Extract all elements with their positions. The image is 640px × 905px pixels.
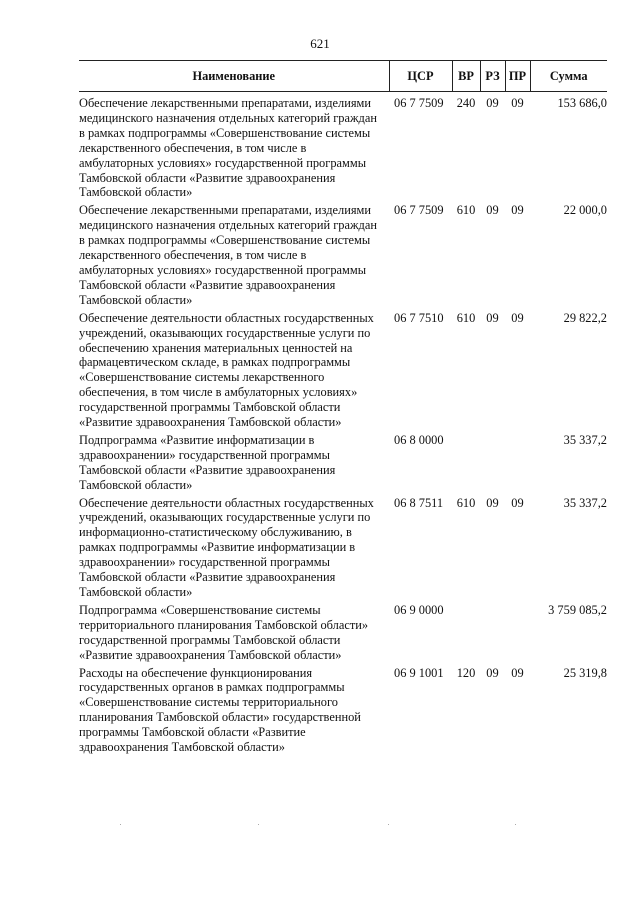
row-pr: 09: [511, 665, 524, 680]
row-csr: 06 8 0000: [394, 432, 444, 447]
header-sum: Сумма: [530, 61, 607, 92]
page-divider-mark: [515, 824, 516, 826]
row-csr: 06 7 7510: [394, 310, 444, 325]
row-vr: 240: [456, 96, 476, 110]
table-row: [79, 603, 607, 666]
row-vr: [452, 603, 480, 666]
row-pr: 09: [511, 310, 524, 325]
row-name: Подпрограмма «Совершенствование системы территориального планирования Тамбовской области» государственной программы Тамбовской области «Развитие здравоохранения Тамбовской области»: [79, 602, 369, 662]
row-csr: 06 7 7509: [394, 203, 444, 218]
row-rz: [480, 433, 505, 496]
row-rz: 09: [486, 203, 499, 218]
row-name: Обеспечение лекарственными препаратами, изделиями медицинского назначения отдельных категорий граждан в рамках подпрограммы «Совершенствование системы лекарственного обеспечения, в том числе в амбулаторных условиях» государственной программы Тамбовской области «Развитие здравоохранения Тамбовской области»: [79, 203, 377, 307]
table-row: [79, 496, 607, 603]
row-sum: 3 759 085,2: [548, 602, 607, 617]
row-pr: 09: [511, 495, 524, 510]
table-row: [79, 666, 607, 758]
row-pr: [505, 603, 530, 666]
header-pr: ПР: [505, 61, 530, 92]
row-sum: 35 337,2: [563, 432, 607, 447]
table-row: [79, 203, 607, 310]
table-row: [79, 311, 607, 433]
table-row: [79, 92, 607, 204]
row-rz: 09: [486, 665, 499, 680]
row-name: Расходы на обеспечение функционирования государственных органов в рамках подпрограммы «Совершенствование системы территориального планирования Тамбовской области» государственной программы Тамбовской области «Развитие здравоохранения Тамбовской области»: [79, 665, 361, 755]
row-rz: 09: [486, 96, 499, 110]
header-vr: ВР: [452, 61, 480, 92]
row-vr: 120: [456, 665, 476, 680]
row-vr: 610: [456, 495, 476, 510]
row-csr: 06 7 7509: [394, 96, 444, 110]
row-name: Подпрограмма «Развитие информатизации в здравоохранении» государственной программы Тамбовской области «Развитие здравоохранения Тамбовской области»: [79, 432, 336, 492]
header-csr: ЦСР: [389, 61, 452, 92]
row-rz: 09: [486, 310, 499, 325]
row-pr: 09: [511, 203, 524, 218]
page-divider-mark: [388, 824, 389, 826]
page-divider-mark: [120, 824, 121, 826]
row-name: Обеспечение деятельности областных государственных учреждений, оказывающих государственные услуги по обеспечению хранения материальных ценностей на фармацевтическом складе, в рамках подпрограммы «Совершенствование системы лекарственного обеспечения, в том числе в амбулаторных условиях» государственной программы Тамбовской области «Развитие здравоохранения Тамбовской области»: [79, 310, 374, 430]
row-vr: 610: [456, 310, 476, 325]
row-csr: 06 9 1001: [394, 665, 444, 680]
row-name: Обеспечение деятельности областных государственных учреждений, оказывающих государственные услуги по информационно-статистическому обслуживанию, в рамках подпрограммы «Развитие информатизации в здравоохранении» государственной программы Тамбовской области «Развитие здравоохранения Тамбовской области»: [79, 495, 374, 599]
row-csr: 06 8 7511: [394, 495, 444, 510]
page-divider-mark: [258, 824, 259, 826]
row-sum: 25 319,8: [563, 665, 607, 680]
row-vr: 610: [456, 203, 476, 218]
row-name: Обеспечение лекарственными препаратами, изделиями медицинского назначения отдельных категорий граждан в рамках подпрограммы «Совершенствование системы лекарственного обеспечения, в том числе в амбулаторных условиях» государственной программы Тамбовской области «Развитие здравоохранения Тамбовской области»: [79, 96, 377, 200]
row-sum: 29 822,2: [563, 310, 607, 325]
row-sum: 153 686,0: [557, 96, 607, 110]
row-rz: 09: [486, 495, 499, 510]
header-row: [79, 61, 607, 92]
row-sum: 22 000,0: [563, 203, 607, 218]
header-name: Наименование: [79, 61, 389, 92]
row-pr: 09: [511, 96, 524, 110]
header-rz: РЗ: [480, 61, 505, 92]
table-row: [79, 433, 607, 496]
row-pr: [505, 433, 530, 496]
row-csr: 06 9 0000: [394, 602, 444, 617]
budget-table: [79, 60, 607, 758]
row-rz: [480, 603, 505, 666]
row-vr: [452, 433, 480, 496]
page-number: 621: [310, 36, 330, 51]
row-sum: 35 337,2: [563, 495, 607, 510]
